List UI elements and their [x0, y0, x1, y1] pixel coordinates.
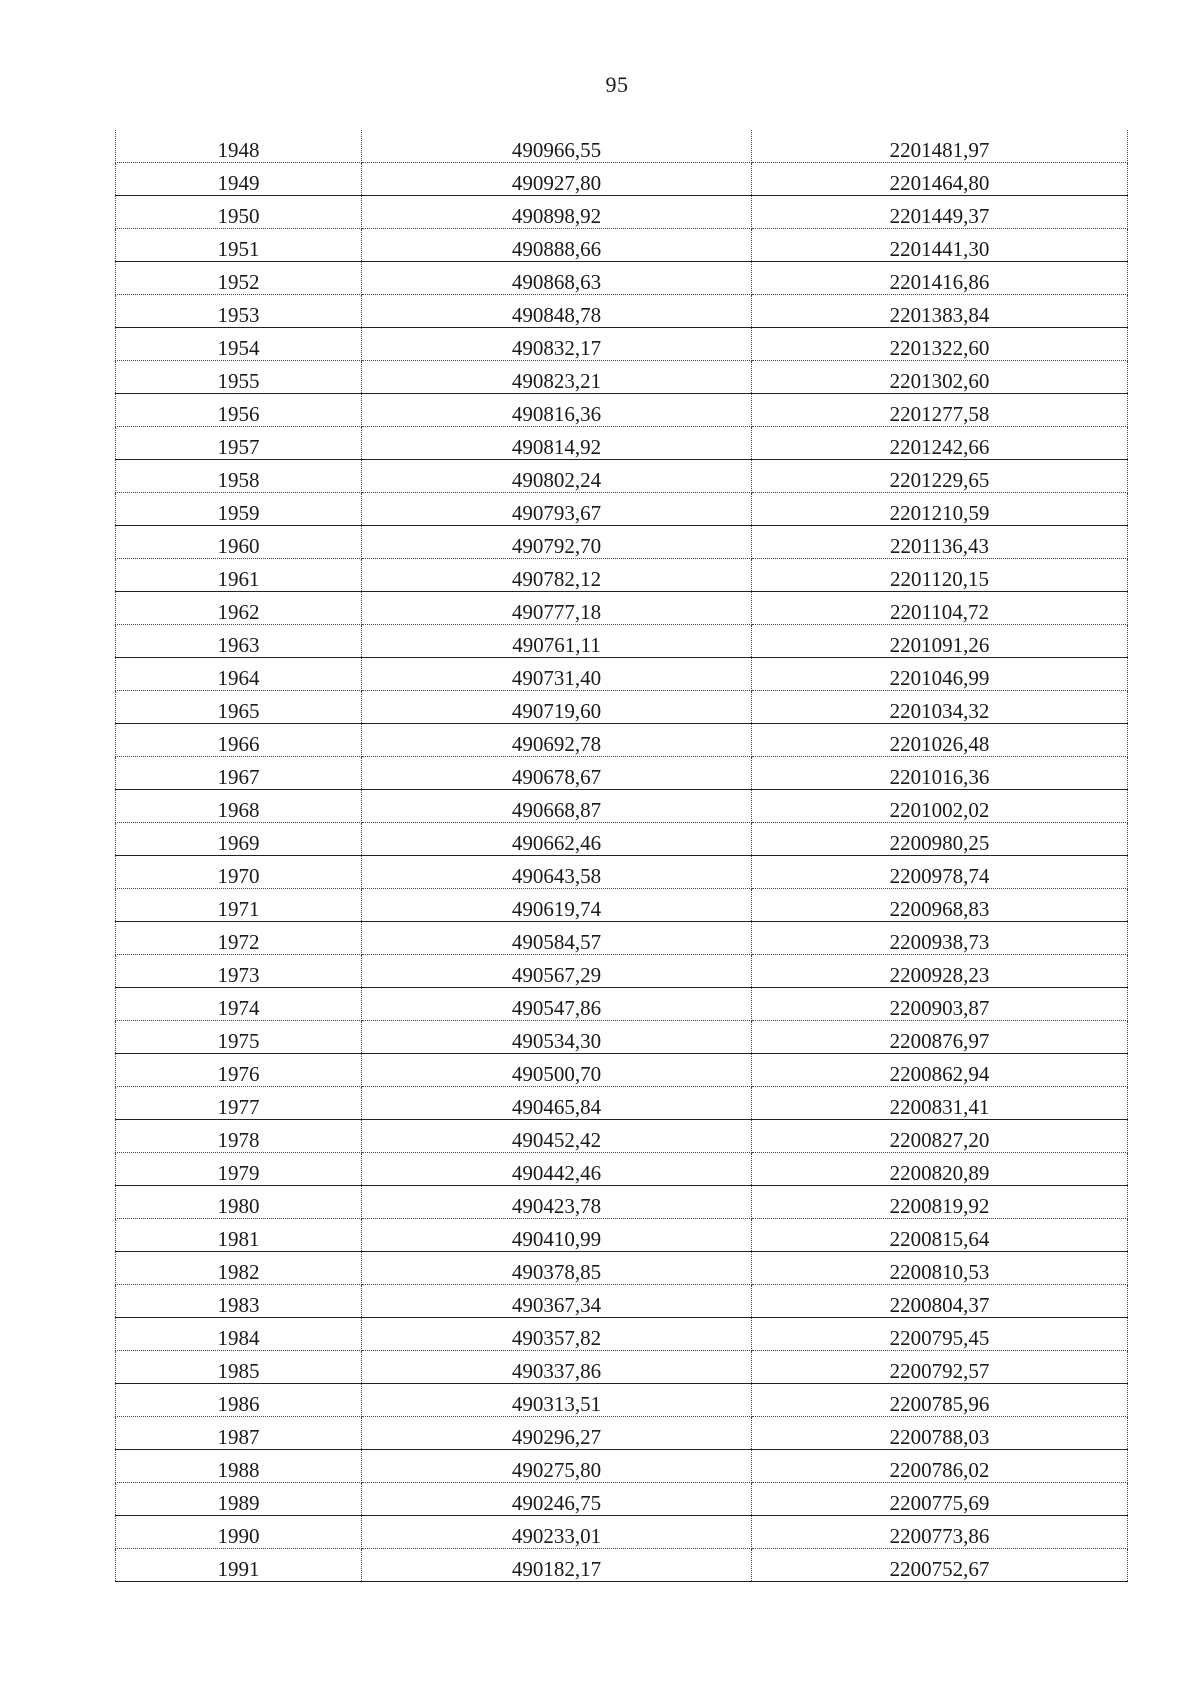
y-coordinate-cell: 2200827,20: [752, 1120, 1128, 1153]
table-row: [116, 955, 1128, 988]
x-coordinate-cell: 490966,55: [362, 130, 752, 163]
y-coordinate-cell: 2200980,25: [752, 823, 1128, 856]
point-number-cell: 1949: [116, 163, 362, 196]
point-number-cell: 1958: [116, 460, 362, 493]
point-number-cell: 1961: [116, 559, 362, 592]
point-number-cell: 1983: [116, 1285, 362, 1318]
point-number-cell: 1991: [116, 1549, 362, 1582]
y-coordinate-cell: 2200792,57: [752, 1351, 1128, 1384]
point-number-cell: 1979: [116, 1153, 362, 1186]
x-coordinate-cell: 490367,34: [362, 1285, 752, 1318]
y-coordinate-cell: 2201026,48: [752, 724, 1128, 757]
table-row: [116, 559, 1128, 592]
y-coordinate-cell: 2201229,65: [752, 460, 1128, 493]
point-number-cell: 1985: [116, 1351, 362, 1384]
x-coordinate-cell: 490410,99: [362, 1219, 752, 1252]
x-coordinate-cell: 490832,17: [362, 328, 752, 361]
table-row: [116, 1186, 1128, 1219]
y-coordinate-cell: 2201104,72: [752, 592, 1128, 625]
point-number-cell: 1980: [116, 1186, 362, 1219]
point-number-cell: 1959: [116, 493, 362, 526]
x-coordinate-cell: 490182,17: [362, 1549, 752, 1582]
point-number-cell: 1969: [116, 823, 362, 856]
point-number-cell: 1967: [116, 757, 362, 790]
y-coordinate-cell: 2200819,92: [752, 1186, 1128, 1219]
table-row: [116, 229, 1128, 262]
point-number-cell: 1982: [116, 1252, 362, 1285]
x-coordinate-cell: 490777,18: [362, 592, 752, 625]
x-coordinate-cell: 490378,85: [362, 1252, 752, 1285]
x-coordinate-cell: 490643,58: [362, 856, 752, 889]
table-row: [116, 757, 1128, 790]
y-coordinate-cell: 2200815,64: [752, 1219, 1128, 1252]
y-coordinate-cell: 2200786,02: [752, 1450, 1128, 1483]
table-row: [116, 592, 1128, 625]
table-row: [116, 1054, 1128, 1087]
table-row: [116, 1219, 1128, 1252]
x-coordinate-cell: 490692,78: [362, 724, 752, 757]
y-coordinate-cell: 2200785,96: [752, 1384, 1128, 1417]
table-row: [116, 1351, 1128, 1384]
point-number-cell: 1989: [116, 1483, 362, 1516]
table-row: [116, 889, 1128, 922]
x-coordinate-cell: 490465,84: [362, 1087, 752, 1120]
y-coordinate-cell: 2201449,37: [752, 196, 1128, 229]
table-row: [116, 823, 1128, 856]
y-coordinate-cell: 2201034,32: [752, 691, 1128, 724]
y-coordinate-cell: 2201242,66: [752, 427, 1128, 460]
point-number-cell: 1975: [116, 1021, 362, 1054]
x-coordinate-cell: 490868,63: [362, 262, 752, 295]
table-row: [116, 526, 1128, 559]
table-row: [116, 1549, 1128, 1582]
y-coordinate-cell: 2201210,59: [752, 493, 1128, 526]
table-row: [116, 295, 1128, 328]
y-coordinate-cell: 2201481,97: [752, 130, 1128, 163]
point-number-cell: 1976: [116, 1054, 362, 1087]
y-coordinate-cell: 2200862,94: [752, 1054, 1128, 1087]
table-row: [116, 856, 1128, 889]
coordinates-table-body: [116, 130, 1128, 1582]
y-coordinate-cell: 2200978,74: [752, 856, 1128, 889]
x-coordinate-cell: 490337,86: [362, 1351, 752, 1384]
point-number-cell: 1978: [116, 1120, 362, 1153]
point-number-cell: 1973: [116, 955, 362, 988]
point-number-cell: 1981: [116, 1219, 362, 1252]
x-coordinate-cell: 490275,80: [362, 1450, 752, 1483]
point-number-cell: 1951: [116, 229, 362, 262]
table-row: [116, 1318, 1128, 1351]
x-coordinate-cell: 490761,11: [362, 625, 752, 658]
y-coordinate-cell: 2201120,15: [752, 559, 1128, 592]
x-coordinate-cell: 490898,92: [362, 196, 752, 229]
table-row: [116, 691, 1128, 724]
point-number-cell: 1986: [116, 1384, 362, 1417]
table-row: [116, 790, 1128, 823]
y-coordinate-cell: 2200820,89: [752, 1153, 1128, 1186]
table-row: [116, 1087, 1128, 1120]
table-row: [116, 1516, 1128, 1549]
point-number-cell: 1965: [116, 691, 362, 724]
point-number-cell: 1968: [116, 790, 362, 823]
x-coordinate-cell: 490246,75: [362, 1483, 752, 1516]
point-number-cell: 1957: [116, 427, 362, 460]
table-row: [116, 262, 1128, 295]
point-number-cell: 1953: [116, 295, 362, 328]
x-coordinate-cell: 490423,78: [362, 1186, 752, 1219]
x-coordinate-cell: 490782,12: [362, 559, 752, 592]
point-number-cell: 1988: [116, 1450, 362, 1483]
point-number-cell: 1963: [116, 625, 362, 658]
y-coordinate-cell: 2200810,53: [752, 1252, 1128, 1285]
point-number-cell: 1950: [116, 196, 362, 229]
x-coordinate-cell: 490816,36: [362, 394, 752, 427]
x-coordinate-cell: 490313,51: [362, 1384, 752, 1417]
y-coordinate-cell: 2200876,97: [752, 1021, 1128, 1054]
table-row: [116, 625, 1128, 658]
y-coordinate-cell: 2201002,02: [752, 790, 1128, 823]
y-coordinate-cell: 2200752,67: [752, 1549, 1128, 1582]
y-coordinate-cell: 2200775,69: [752, 1483, 1128, 1516]
table-row: [116, 427, 1128, 460]
x-coordinate-cell: 490662,46: [362, 823, 752, 856]
x-coordinate-cell: 490534,30: [362, 1021, 752, 1054]
table-row: [116, 493, 1128, 526]
y-coordinate-cell: 2200928,23: [752, 955, 1128, 988]
y-coordinate-cell: 2201016,36: [752, 757, 1128, 790]
table-row: [116, 1384, 1128, 1417]
x-coordinate-cell: 490802,24: [362, 460, 752, 493]
y-coordinate-cell: 2201383,84: [752, 295, 1128, 328]
x-coordinate-cell: 490452,42: [362, 1120, 752, 1153]
y-coordinate-cell: 2200831,41: [752, 1087, 1128, 1120]
point-number-cell: 1970: [116, 856, 362, 889]
y-coordinate-cell: 2200795,45: [752, 1318, 1128, 1351]
table-row: [116, 460, 1128, 493]
point-number-cell: 1987: [116, 1417, 362, 1450]
x-coordinate-cell: 490500,70: [362, 1054, 752, 1087]
table-row: [116, 988, 1128, 1021]
table-row: [116, 196, 1128, 229]
x-coordinate-cell: 490814,92: [362, 427, 752, 460]
y-coordinate-cell: 2201091,26: [752, 625, 1128, 658]
table-row: [116, 361, 1128, 394]
x-coordinate-cell: 490296,27: [362, 1417, 752, 1450]
table-row: [116, 1285, 1128, 1318]
x-coordinate-cell: 490888,66: [362, 229, 752, 262]
y-coordinate-cell: 2200938,73: [752, 922, 1128, 955]
point-number-cell: 1952: [116, 262, 362, 295]
y-coordinate-cell: 2201277,58: [752, 394, 1128, 427]
y-coordinate-cell: 2201416,86: [752, 262, 1128, 295]
table-row: [116, 1252, 1128, 1285]
y-coordinate-cell: 2201441,30: [752, 229, 1128, 262]
page-number: 95: [605, 72, 629, 97]
y-coordinate-cell: 2200788,03: [752, 1417, 1128, 1450]
x-coordinate-cell: 490357,82: [362, 1318, 752, 1351]
y-coordinate-cell: 2201302,60: [752, 361, 1128, 394]
table-row: [116, 394, 1128, 427]
point-number-cell: 1956: [116, 394, 362, 427]
table-row: [116, 1483, 1128, 1516]
x-coordinate-cell: 490823,21: [362, 361, 752, 394]
x-coordinate-cell: 490233,01: [362, 1516, 752, 1549]
x-coordinate-cell: 490584,57: [362, 922, 752, 955]
x-coordinate-cell: 490927,80: [362, 163, 752, 196]
point-number-cell: 1960: [116, 526, 362, 559]
coordinates-table: [115, 130, 1128, 1582]
point-number-cell: 1962: [116, 592, 362, 625]
table-row: [116, 163, 1128, 196]
table-row: [116, 1450, 1128, 1483]
x-coordinate-cell: 490619,74: [362, 889, 752, 922]
y-coordinate-cell: 2200804,37: [752, 1285, 1128, 1318]
x-coordinate-cell: 490793,67: [362, 493, 752, 526]
table-row: [116, 1021, 1128, 1054]
point-number-cell: 1964: [116, 658, 362, 691]
point-number-cell: 1990: [116, 1516, 362, 1549]
x-coordinate-cell: 490731,40: [362, 658, 752, 691]
x-coordinate-cell: 490792,70: [362, 526, 752, 559]
point-number-cell: 1955: [116, 361, 362, 394]
table-row: [116, 1417, 1128, 1450]
point-number-cell: 1977: [116, 1087, 362, 1120]
table-row: [116, 658, 1128, 691]
table-row: [116, 1120, 1128, 1153]
x-coordinate-cell: 490719,60: [362, 691, 752, 724]
table-row: [116, 328, 1128, 361]
x-coordinate-cell: 490848,78: [362, 295, 752, 328]
point-number-cell: 1966: [116, 724, 362, 757]
y-coordinate-cell: 2201136,43: [752, 526, 1128, 559]
point-number-cell: 1972: [116, 922, 362, 955]
y-coordinate-cell: 2200903,87: [752, 988, 1128, 1021]
x-coordinate-cell: 490567,29: [362, 955, 752, 988]
y-coordinate-cell: 2201322,60: [752, 328, 1128, 361]
y-coordinate-cell: 2201464,80: [752, 163, 1128, 196]
y-coordinate-cell: 2200773,86: [752, 1516, 1128, 1549]
table-row: [116, 1153, 1128, 1186]
y-coordinate-cell: 2200968,83: [752, 889, 1128, 922]
point-number-cell: 1974: [116, 988, 362, 1021]
x-coordinate-cell: 490547,86: [362, 988, 752, 1021]
x-coordinate-cell: 490678,67: [362, 757, 752, 790]
table-row: [116, 724, 1128, 757]
point-number-cell: 1971: [116, 889, 362, 922]
table-row: [116, 922, 1128, 955]
point-number-cell: 1954: [116, 328, 362, 361]
point-number-cell: 1984: [116, 1318, 362, 1351]
x-coordinate-cell: 490442,46: [362, 1153, 752, 1186]
point-number-cell: 1948: [116, 130, 362, 163]
table-row: [116, 130, 1128, 163]
x-coordinate-cell: 490668,87: [362, 790, 752, 823]
y-coordinate-cell: 2201046,99: [752, 658, 1128, 691]
